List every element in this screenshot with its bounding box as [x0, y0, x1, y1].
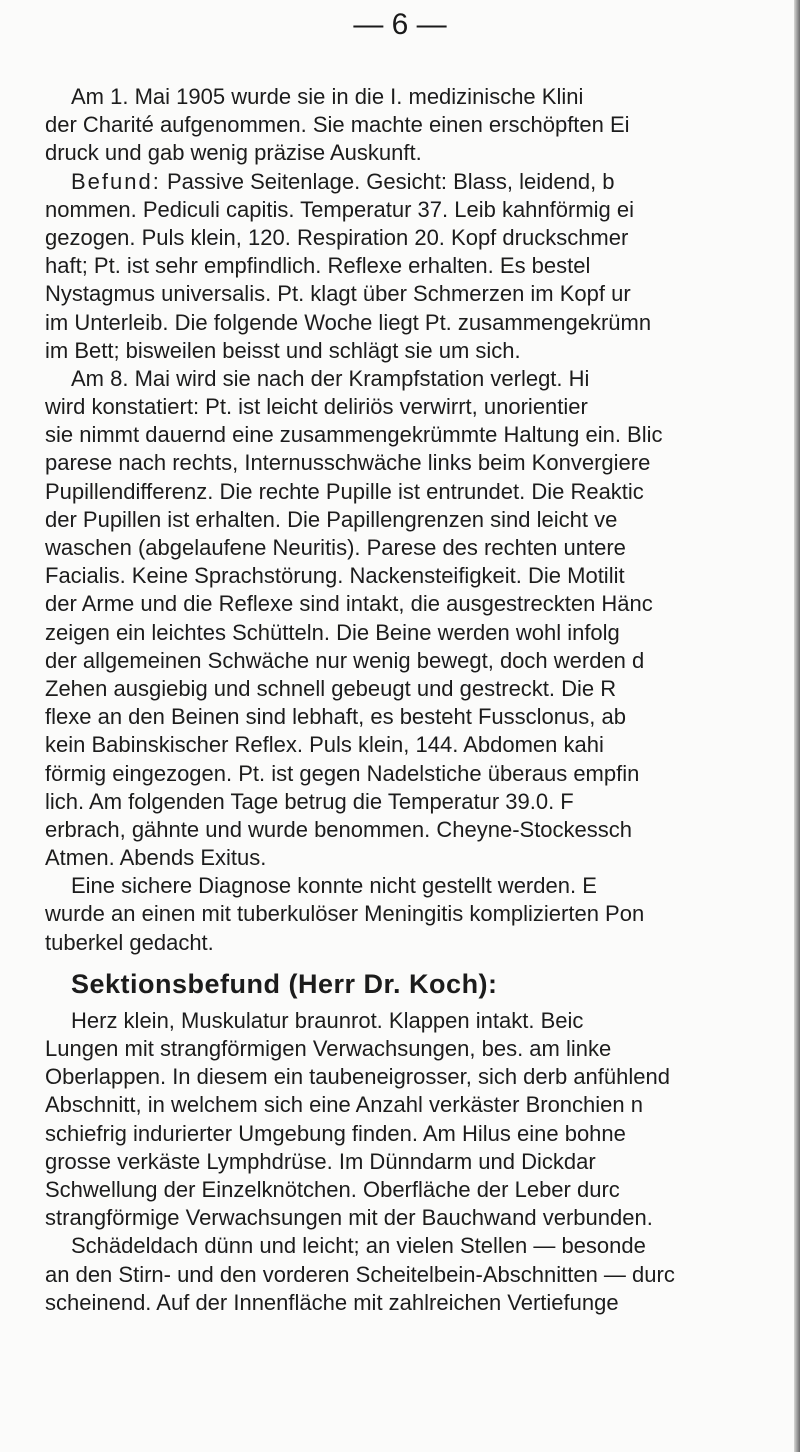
text-line: sie nimmt dauernd eine zusammengekrümmte Haltung ein. Blic: [45, 422, 663, 448]
text-line: [45, 168, 800, 196]
text-line: grosse verkäste Lymphdrüse. Im Dünndarm und Dickdar: [45, 1148, 596, 1174]
paragraph-diagnosis: [45, 872, 800, 957]
text-line: Schädeldach dünn und leicht; an vielen Stellen — besonde: [71, 1233, 646, 1259]
text-line: wird konstatiert: Pt. ist leicht deliriös verwirrt, unorientier: [45, 394, 588, 420]
section-heading: Sektionsbefund (Herr Dr. Koch):: [71, 968, 498, 999]
text-line: Am 8. Mai wird sie nach der Krampfstation verlegt. Hi: [71, 365, 590, 391]
befund-first-line: Passive Seitenlage. Gesicht: Blass, leidend, b: [160, 168, 615, 194]
text-line: nommen. Pediculi capitis. Temperatur 37. Leib kahnförmig ei: [45, 196, 635, 222]
text-line: lich. Am folgenden Tage betrug die Temperatur 39.0. F: [45, 788, 574, 814]
text-line: der allgemeinen Schwäche nur wenig bewegt, doch werden d: [45, 647, 645, 673]
text-line: der Charité aufgenommen. Sie machte einen erschöpften Ei: [45, 112, 630, 138]
text-line: Herz klein, Muskulatur braunrot. Klappen intakt. Beic: [71, 1007, 584, 1033]
text-line: der Pupillen ist erhalten. Die Papillengrenzen sind leicht ve: [45, 506, 618, 532]
body-text: [45, 83, 800, 1317]
text-line: kein Babinskischer Reflex. Puls klein, 144. Abdomen kahi: [45, 732, 604, 758]
text-line: scheinend. Auf der Innenfläche mit zahlreichen Vertiefunge: [45, 1289, 619, 1315]
text-line: tuberkel gedacht.: [45, 929, 214, 955]
text-line: erbrach, gähnte und wurde benommen. Cheyne-Stockessch: [45, 816, 633, 842]
text-line: druck und gab wenig präzise Auskunft.: [45, 140, 422, 166]
text-line: förmig eingezogen. Pt. ist gegen Nadelstiche überaus empfin: [45, 760, 640, 786]
text-line: Zehen ausgiebig und schnell gebeugt und gestreckt. Die R: [45, 675, 617, 701]
text-line: Lungen mit strangförmigen Verwachsungen, bes. am linke: [45, 1036, 612, 1061]
text-line: Pupillendifferenz. Die rechte Pupille ist entrundet. Die Reaktic: [45, 478, 644, 504]
text-line: haft; Pt. ist sehr empfindlich. Reflexe erhalten. Es bestel: [45, 253, 591, 279]
paragraph-befund: [45, 168, 800, 365]
paragraph-skull: [45, 1232, 800, 1317]
text-line: parese nach rechts, Internusschwäche links beim Konvergiere: [45, 450, 651, 476]
text-line: im Bett; bisweilen beisst und schlägt sie um sich.: [45, 337, 521, 363]
text-line: schiefrig indurierter Umgebung finden. Am Hilus eine bohne: [45, 1120, 626, 1146]
text-line: Eine sichere Diagnose konnte nicht gestellt werden. E: [71, 873, 597, 899]
page-number: — 6 —: [353, 8, 447, 41]
text-line: Schwellung der Einzelknötchen. Oberfläche der Leber durc: [45, 1176, 620, 1202]
paragraph-admission: [45, 83, 800, 168]
text-line: waschen (abgelaufene Neuritis). Parese des rechten untere: [45, 535, 626, 560]
text-line: gezogen. Puls klein, 120. Respiration 20. Kopf druckschmer: [45, 224, 629, 250]
text-line: zeigen ein leichtes Schütteln. Die Beine werden wohl infolg: [45, 619, 620, 645]
text-line: Abschnitt, in welchem sich eine Anzahl verkäster Bronchien n: [45, 1092, 643, 1118]
text-line: wurde an einen mit tuberkulöser Meningitis komplizierten Pon: [45, 901, 645, 927]
text-line: Facialis. Keine Sprachstörung. Nackensteifigkeit. Die Motilit: [45, 563, 625, 589]
befund-label: Befund:: [71, 168, 161, 194]
text-line: Atmen. Abends Exitus.: [45, 845, 267, 871]
text-line: an den Stirn- und den vorderen Scheitelbein-Abschnitten — durc: [45, 1261, 675, 1287]
paragraph-transfer: [45, 365, 800, 872]
text-line: flexe an den Beinen sind lebhaft, es besteht Fussclonus, ab: [45, 704, 626, 730]
text-line: Am 1. Mai 1905 wurde sie in die I. medizinische Klini: [71, 84, 584, 109]
text-line: der Arme und die Reflexe sind intakt, die ausgestreckten Hänc: [45, 591, 653, 617]
text-line: im Unterleib. Die folgende Woche liegt Pt. zusammengekrümn: [45, 309, 652, 335]
text-line: Nystagmus universalis. Pt. klagt über Schmerzen im Kopf ur: [45, 281, 631, 307]
text-line: strangförmige Verwachsungen mit der Bauchwand verbunden.: [45, 1205, 653, 1231]
paragraph-autopsy: [45, 1007, 800, 1233]
text-line: Oberlappen. In diesem ein taubeneigrosser, sich derb anfühlend: [45, 1064, 670, 1090]
